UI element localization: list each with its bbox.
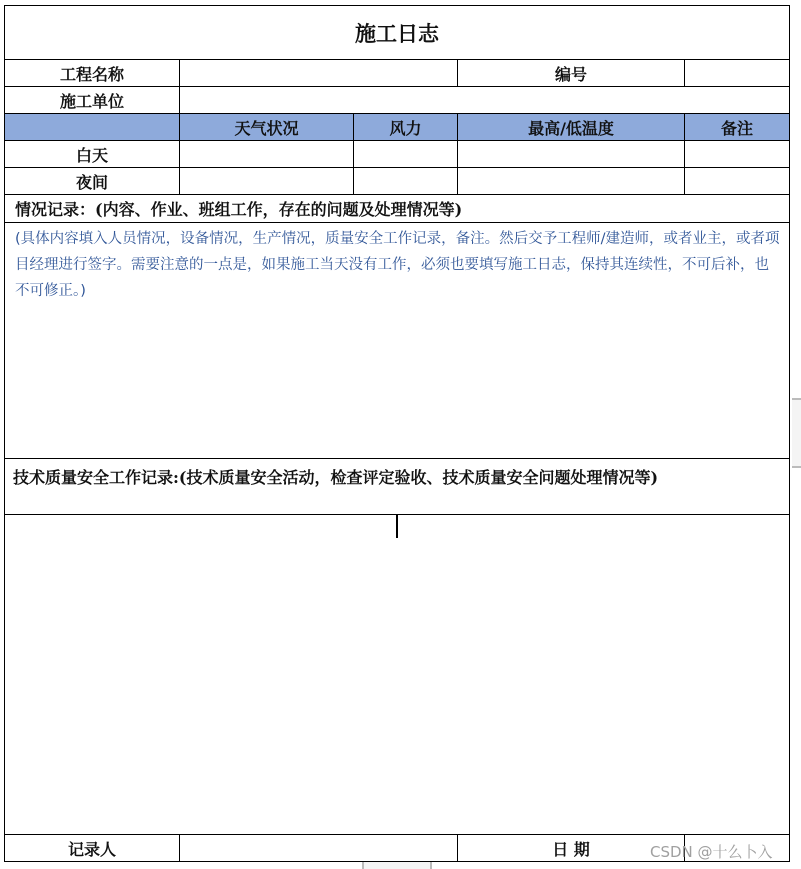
- situation-record-field[interactable]: [4, 222, 790, 459]
- construction-unit-field[interactable]: [179, 86, 790, 114]
- wind-header: 风力: [353, 113, 458, 141]
- bottom-resize-handle[interactable]: [362, 862, 432, 869]
- unit-row: [4, 86, 790, 114]
- text-cursor: [396, 515, 398, 538]
- night-temperature-field[interactable]: [457, 167, 685, 195]
- situation-heading-row: [4, 194, 790, 223]
- weather-row-night: [4, 167, 790, 195]
- project-name-label: 工程名称: [4, 59, 180, 87]
- recorder-field[interactable]: [179, 834, 458, 862]
- night-wind-field[interactable]: [353, 167, 458, 195]
- day-remarks-field[interactable]: [684, 140, 790, 168]
- night-remarks-field[interactable]: [684, 167, 790, 195]
- number-field[interactable]: [684, 59, 790, 87]
- project-row: [4, 59, 790, 87]
- night-weather-field[interactable]: [179, 167, 354, 195]
- period-label-night: 夜间: [4, 167, 180, 195]
- weather-header-blank: [4, 113, 180, 141]
- title-row: [4, 5, 790, 60]
- day-temperature-field[interactable]: [457, 140, 685, 168]
- temperature-header: 最高/低温度: [457, 113, 685, 141]
- period-label-day: 白天: [4, 140, 180, 168]
- day-wind-field[interactable]: [353, 140, 458, 168]
- watermark: CSDN @十么卜入: [650, 843, 773, 861]
- tech-record-field[interactable]: [4, 514, 790, 835]
- date-label: 日 期: [457, 834, 685, 862]
- weather-header: 天气状况: [179, 113, 354, 141]
- project-name-field[interactable]: [179, 59, 458, 87]
- number-label: 编号: [457, 59, 685, 87]
- day-weather-field[interactable]: [179, 140, 354, 168]
- situation-heading: 情况记录：(内容、作业、班组工作，存在的问题及处理情况等): [4, 194, 790, 223]
- weather-row-day: [4, 140, 790, 168]
- remarks-header: 备注: [684, 113, 790, 141]
- situation-instructions: (具体内容填入人员情况，设备情况，生产情况，质量安全工作记录，备注。然后交予工程师/建造师，或者业主，或者项目经理进行签字。需要注意的一点是，如果施工当天没有工作，必须也要填写施工日志，保持其连续性，不可后补，也不可修正。): [15, 231, 780, 299]
- tech-heading: 技术质量安全工作记录:(技术质量安全活动，检查评定验收、技术质量安全问题处理情况等): [13, 468, 659, 487]
- recorder-label: 记录人: [4, 834, 180, 862]
- weather-header-row: [4, 113, 790, 141]
- tech-heading-row: [4, 458, 790, 515]
- page-title: 施工日志: [4, 5, 790, 60]
- construction-unit-label: 施工单位: [4, 86, 180, 114]
- side-resize-handle[interactable]: [792, 398, 801, 468]
